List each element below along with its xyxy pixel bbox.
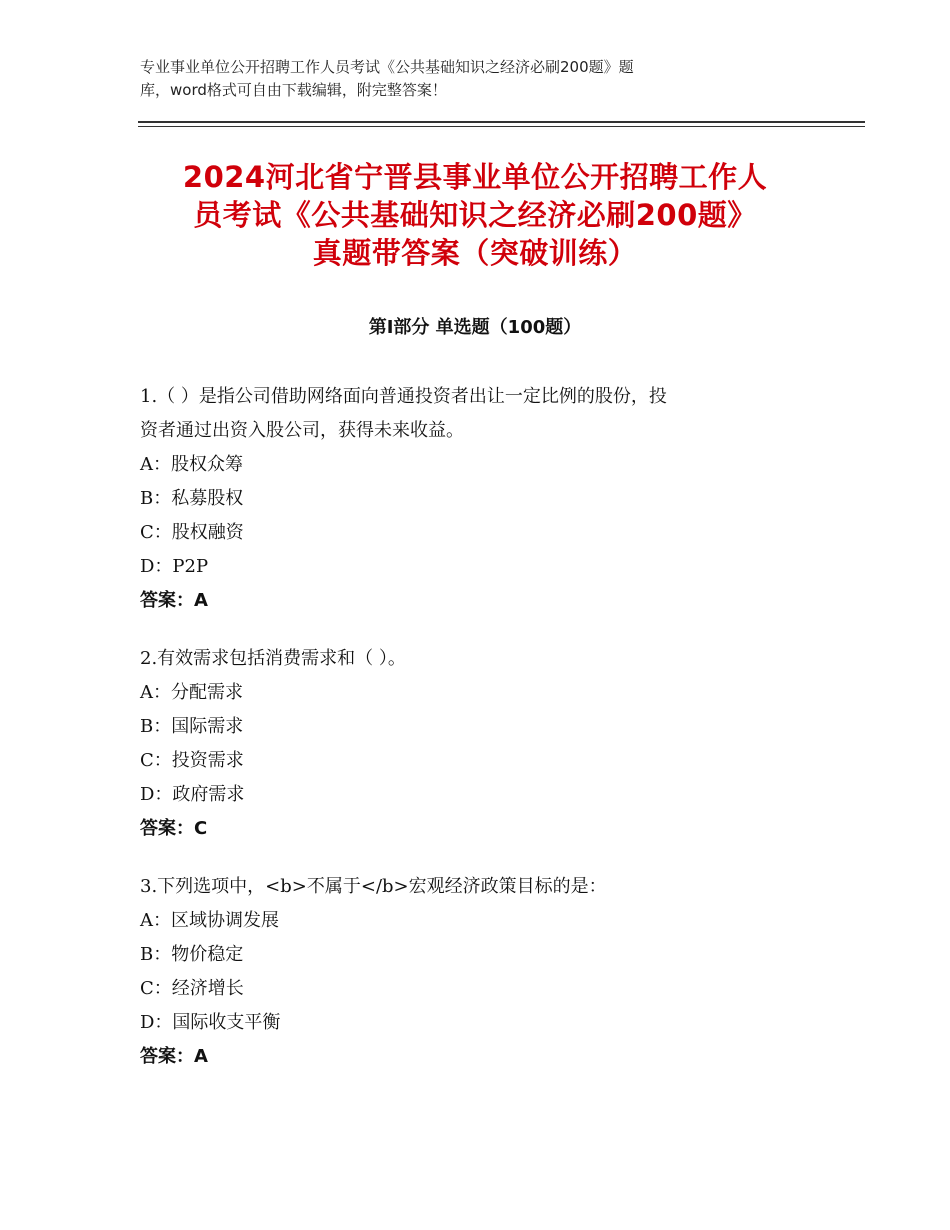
section-heading: 第Ⅰ部分 单选题（100题） — [368, 317, 582, 338]
option-a: A：分配需求 — [140, 682, 243, 703]
answer-label: 答案：C — [140, 818, 208, 839]
question-2 — [140, 642, 820, 846]
header-line-1: 专业事业单位公开招聘工作人员考试《公共基础知识之经济必刷200题》题 — [140, 58, 634, 76]
question-stem-continued: 资者通过出资入股公司，获得未来收益。 — [140, 420, 464, 441]
question-3 — [140, 870, 820, 1074]
question-stem: 3.下列选项中，<b>不属于</b>宏观经济政策目标的是： — [140, 876, 607, 897]
option-c: C：投资需求 — [140, 750, 244, 771]
header-divider-thin — [138, 126, 865, 127]
option-a: A：股权众筹 — [140, 454, 243, 475]
option-c: C：股权融资 — [140, 522, 244, 543]
option-d: D：国际收支平衡 — [140, 1012, 281, 1033]
title-line-3: 真题带答案（突破训练） — [312, 236, 638, 270]
question-stem: 1.（ ）是指公司借助网络面向普通投资者出让一定比例的股份，投 — [140, 386, 667, 407]
option-d: D：政府需求 — [140, 784, 245, 805]
option-b: B：物价稳定 — [140, 944, 244, 965]
question-1 — [140, 380, 820, 618]
answer-label: 答案：A — [140, 1046, 208, 1067]
answer-label: 答案：A — [140, 590, 208, 611]
question-list — [140, 380, 820, 1098]
question-stem: 2.有效需求包括消费需求和（ ）。 — [140, 648, 406, 669]
title-line-2: 员考试《公共基础知识之经济必刷200题》 — [193, 198, 757, 232]
option-a: A：区域协调发展 — [140, 910, 279, 931]
page-header — [140, 56, 770, 102]
option-b: B：国际需求 — [140, 716, 244, 737]
option-c: C：经济增长 — [140, 978, 244, 999]
header-line-2: 库，word格式可自由下载编辑，附完整答案！ — [140, 81, 447, 99]
option-d: D：P2P — [140, 556, 209, 577]
title-line-1: 2024河北省宁晋县事业单位公开招聘工作人 — [182, 160, 768, 194]
header-divider-thick — [138, 121, 865, 123]
document-title — [100, 158, 850, 272]
option-b: B：私募股权 — [140, 488, 244, 509]
